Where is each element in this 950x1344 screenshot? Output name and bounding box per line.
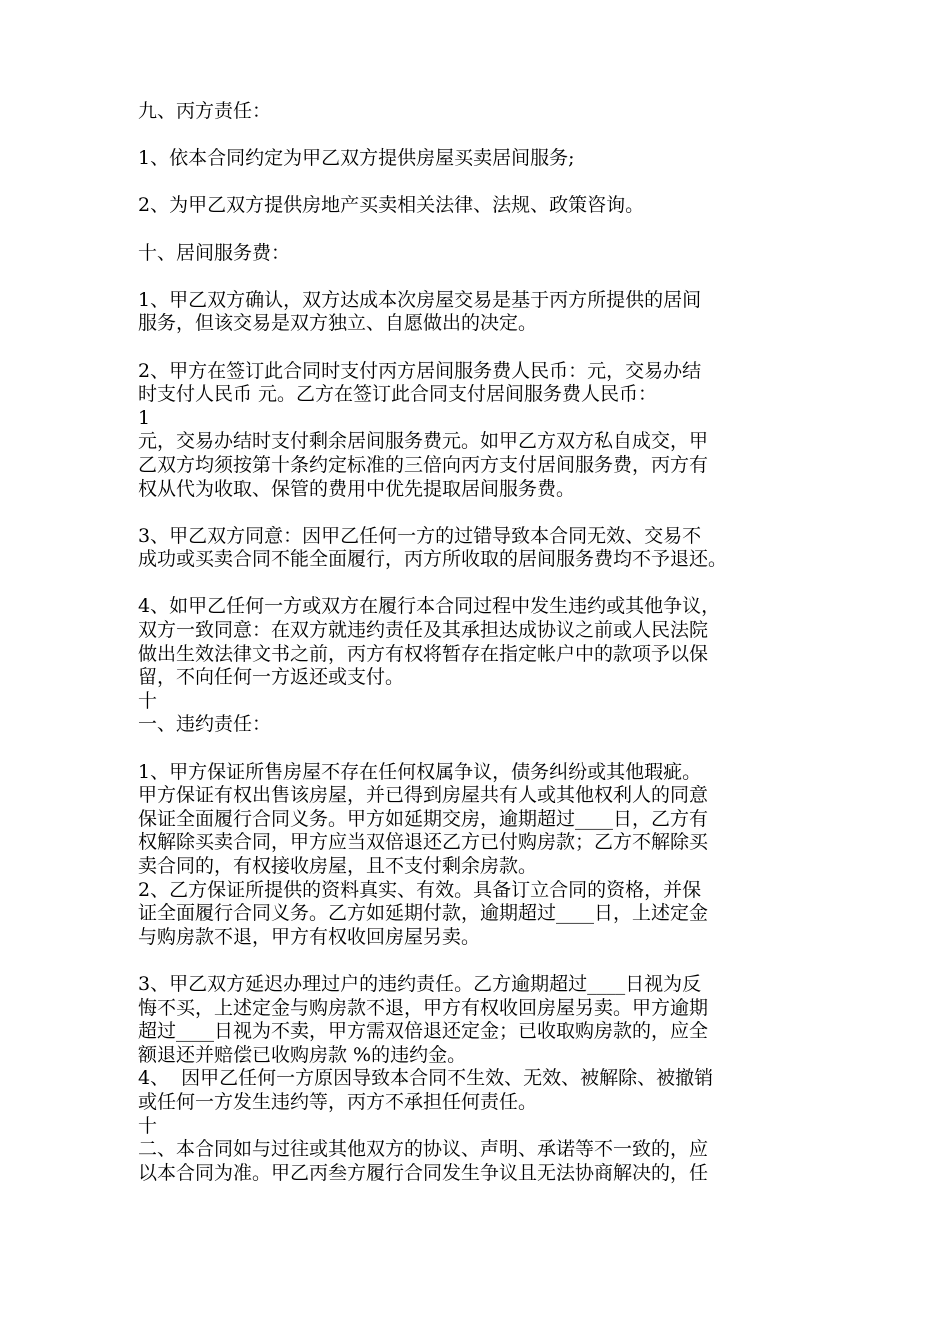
blank-line	[138, 949, 838, 973]
blank-line	[138, 124, 838, 148]
paragraph-line: 或任何一方发生违约等，丙方不承担任何责任。	[138, 1090, 538, 1113]
paragraph-line: 额退还并赔偿已收购房款 %的违约金。	[138, 1043, 467, 1066]
section-heading: 一、违约责任：	[138, 713, 272, 736]
blank-line	[138, 737, 838, 761]
paragraph-line: 超过____日视为不卖，甲方需双倍退还定金；已收取购房款的，应全	[138, 1020, 709, 1043]
paragraph-line: 元，交易办结时支付剩余居间服务费元。如甲乙方双方私自成交，甲	[138, 430, 709, 453]
paragraph-line: 双方一致同意：在双方就违约责任及其承担达成协议之前或人民法院	[138, 619, 709, 642]
paragraph-line: 证全面履行合同义务。乙方如延期付款，逾期超过____日，上述定金	[138, 902, 709, 925]
blank-line	[138, 572, 838, 596]
blank-line	[138, 171, 838, 195]
paragraph-line: 权解除买卖合同，甲方应当双倍退还乙方已付购房款；乙方不解除买	[138, 831, 709, 854]
paragraph-line: 以本合同为准。甲乙丙叁方履行合同发生争议且无法协商解决的，任	[138, 1161, 709, 1184]
paragraph-line: 1	[138, 406, 151, 429]
paragraph-line: 时支付人民币 元。乙方在签订此合同支付居间服务费人民币：	[138, 383, 658, 406]
paragraph-line: 3、甲乙双方延迟办理过户的违约责任。乙方逾期超过____日视为反	[138, 972, 702, 995]
paragraph-line: 乙双方均须按第十条约定标准的三倍向丙方支付居间服务费，丙方有	[138, 453, 709, 476]
paragraph-line: 服务，但该交易是双方独立、自愿做出的决定。	[138, 312, 538, 335]
blank-line	[138, 336, 838, 360]
paragraph-line: 权从代为收取、保管的费用中优先提取居间服务费。	[138, 477, 576, 500]
paragraph-line: 2、乙方保证所提供的资料真实、有效。具备订立合同的资格，并保	[138, 878, 702, 901]
paragraph-line: 2、甲方在签订此合同时支付丙方居间服务费人民币：元，交易办结	[138, 359, 702, 382]
paragraph-line: 1、依本合同约定为甲乙双方提供房屋买卖居间服务;	[138, 147, 575, 170]
section-heading: 十	[138, 689, 158, 712]
paragraph-line: 1、甲方保证所售房屋不存在任何权属争议，债务纠纷或其他瑕疵。	[138, 760, 702, 783]
paragraph-line: 成功或买卖合同不能全面履行，丙方所收取的居间服务费均不予退还。	[138, 548, 728, 571]
paragraph-line: 做出生效法律文书之前，丙方有权将暂存在指定帐户中的款项予以保	[138, 642, 709, 665]
paragraph-line: 悔不买，上述定金与购房款不退，甲方有权收回房屋另卖。甲方逾期	[138, 996, 709, 1019]
paragraph-line: 甲方保证有权出售该房屋，并已得到房屋共有人或其他权利人的同意	[138, 784, 709, 807]
section-heading: 十	[138, 1114, 158, 1137]
paragraph-line: 1、甲乙双方确认，双方达成本次房屋交易是基于丙方所提供的居间	[138, 288, 702, 311]
blank-line	[138, 501, 838, 525]
document-body	[138, 100, 838, 1185]
paragraph-line: 2、为甲乙双方提供房地产买卖相关法律、法规、政策咨询。	[138, 194, 645, 217]
paragraph-line: 留，不向任何一方返还或支付。	[138, 666, 405, 689]
paragraph-line: 3、甲乙双方同意：因甲乙任何一方的过错导致本合同无效、交易不	[138, 524, 702, 547]
paragraph-line: 与购房款不退，甲方有权收回房屋另卖。	[138, 925, 481, 948]
paragraph-line: 保证全面履行合同义务。甲方如延期交房，逾期超过____日，乙方有	[138, 807, 709, 830]
blank-line	[138, 265, 838, 289]
paragraph-line: 二、本合同如与过往或其他双方的协议、声明、承诺等不一致的，应	[138, 1138, 709, 1161]
paragraph-line: 4、如甲乙任何一方或双方在履行本合同过程中发生违约或其他争议，	[138, 595, 721, 618]
section-heading: 十、居间服务费：	[138, 241, 291, 264]
section-heading: 九、丙方责任：	[138, 100, 272, 122]
paragraph-line: 4、 因甲乙任何一方原因导致本合同不生效、无效、被解除、被撤销	[138, 1067, 714, 1090]
blank-line	[138, 218, 838, 242]
paragraph-line: 卖合同的，有权接收房屋，且不支付剩余房款。	[138, 855, 538, 877]
